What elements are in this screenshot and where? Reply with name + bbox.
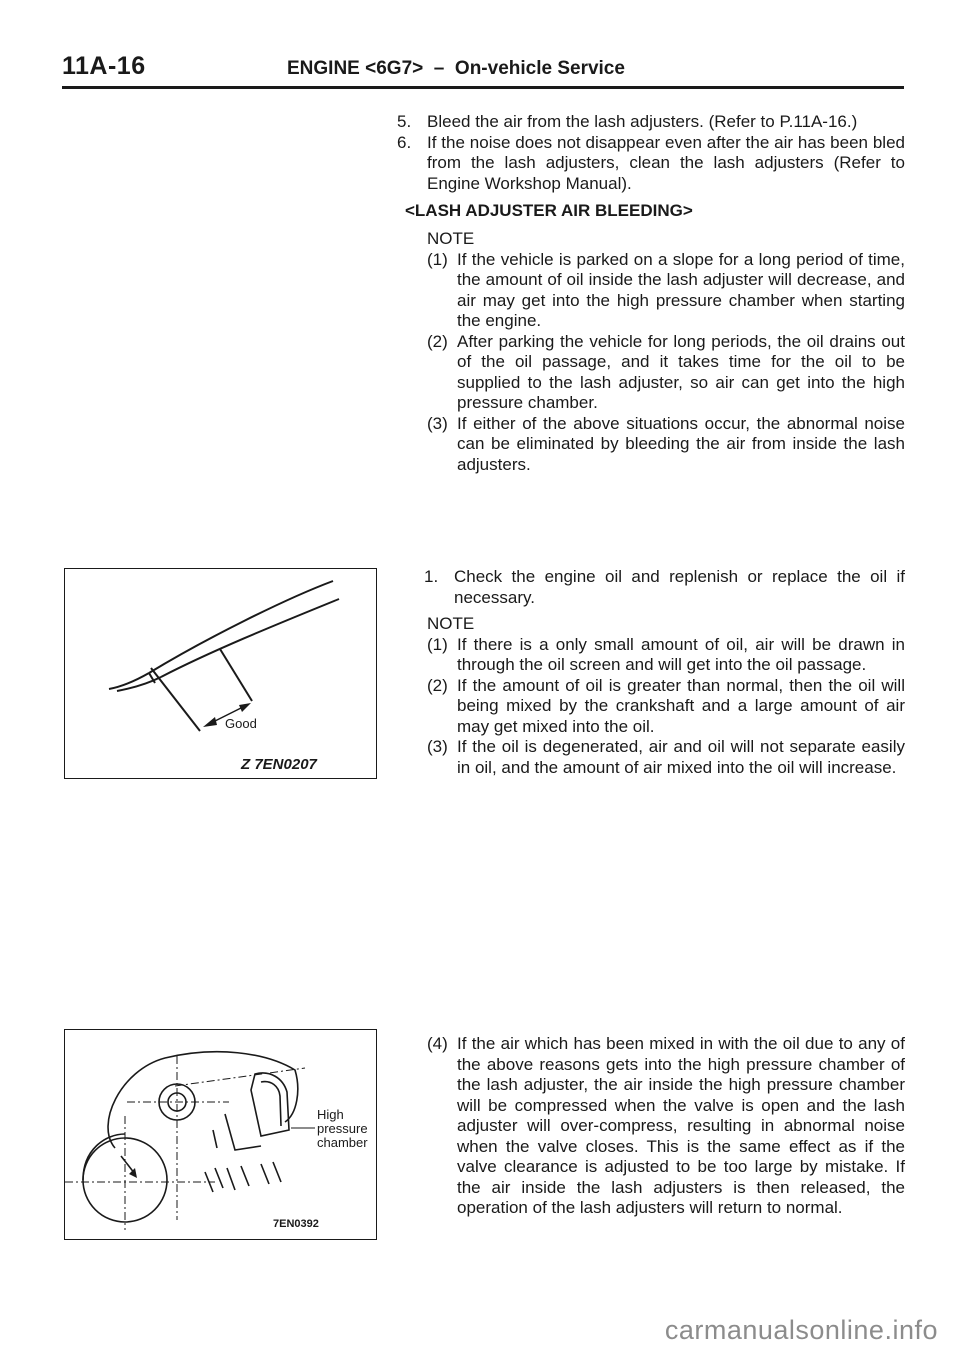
dipstick-figure [64, 568, 377, 779]
note-item [427, 250, 905, 332]
step-number: 1. [424, 567, 439, 586]
section-heading: <LASH ADJUSTER AIR BLEEDING> [405, 201, 693, 220]
note-number: (1) [427, 249, 448, 269]
step-6 [397, 133, 905, 195]
page-title: ENGINE <6G7> – On-vehicle Service [287, 58, 625, 79]
watermark: carmanualsonline.info [664, 1315, 938, 1345]
step-1 [424, 567, 905, 608]
note-block-2 [427, 614, 905, 778]
label-line: High [317, 1107, 344, 1122]
note-item [427, 414, 905, 476]
step-text: If the noise does not disappear even after the air has been bled from the lash adjusters, clean the lash adjusters (Refer to Engine Workshop Manual). [427, 132, 905, 193]
note-number: (3) [427, 737, 448, 756]
note-text: If the air which has been mixed in with the oil due to any of the above reasons gets into the high pressure chamber of the lash adjuster, the air inside the high pressure chamber will be compressed when the valve is open and the lash adjuster will over-compress, resulting in abnormal noise when the valve closes. This is the same effect as if the valve clearance is adjusted to be too large by mistake. If the air inside the lash adjusters is then released, the operation of the lash adjusters will return to normal. [457, 1034, 905, 1217]
note-number: (2) [427, 331, 448, 351]
note-label: NOTE [427, 229, 475, 248]
note-text: If there is a only small amount of oil, air will be drawn in through the oil screen and will get into the oil passage. [457, 634, 905, 674]
note-number: (1) [427, 634, 448, 654]
header-rule [62, 86, 904, 89]
figure-code: 7EN0392 [273, 1218, 319, 1230]
note-text: After parking the vehicle for long periods, the oil drains out of the oil passage, and it takes time for the oil to be supplied to the lash adjuster, so air can get into the high pressure chamber. [457, 331, 905, 412]
high-pressure-chamber-figure [64, 1029, 377, 1240]
note-number: (2) [427, 675, 448, 695]
note-item [427, 635, 905, 676]
good-label: Good [225, 716, 257, 731]
label-line: chamber [317, 1135, 368, 1150]
note-text: If the amount of oil is greater than normal, then the oil will being mixed by the crankshaft and a large amount of air may get mixed into the oil. [457, 675, 905, 736]
step-number: 5. [397, 112, 412, 131]
note-block-1 [427, 229, 905, 475]
note-text: If either of the above situations occur, the abnormal noise can be eliminated by bleeding the air from inside the lash adjusters. [457, 413, 905, 474]
note-block-3 [427, 1034, 905, 1219]
note-number: (3) [427, 413, 448, 433]
step-text: Check the engine oil and replenish or replace the oil if necessary. [454, 567, 905, 607]
step-number: 6. [397, 132, 412, 152]
dipstick-illustration [65, 569, 376, 778]
note-text: If the vehicle is parked on a slope for a long period of time, the amount of oil inside the lash adjuster will decrease, and air may get into the high pressure chamber when starting the engine. [457, 249, 905, 330]
note-label: NOTE [427, 614, 475, 633]
figure-code: Z 7EN0207 [241, 756, 317, 773]
section-code: 11A-16 [62, 52, 146, 80]
note-number: (4) [427, 1034, 448, 1053]
step-1-block [424, 567, 905, 608]
high-pressure-chamber-label [317, 1108, 368, 1150]
note-item [427, 737, 905, 778]
step-text: Bleed the air from the lash adjusters. (Refer to P.11A-16.) [427, 112, 858, 131]
top-steps [397, 112, 905, 194]
note-text: If the oil is degenerated, air and oil will not separate easily in oil, and the amount of air mixed into the oil will increase. [457, 737, 905, 777]
note-item [427, 332, 905, 414]
label-line: pressure [317, 1121, 368, 1136]
step-5 [397, 112, 905, 133]
note-item [427, 676, 905, 738]
note-item [427, 1034, 905, 1219]
